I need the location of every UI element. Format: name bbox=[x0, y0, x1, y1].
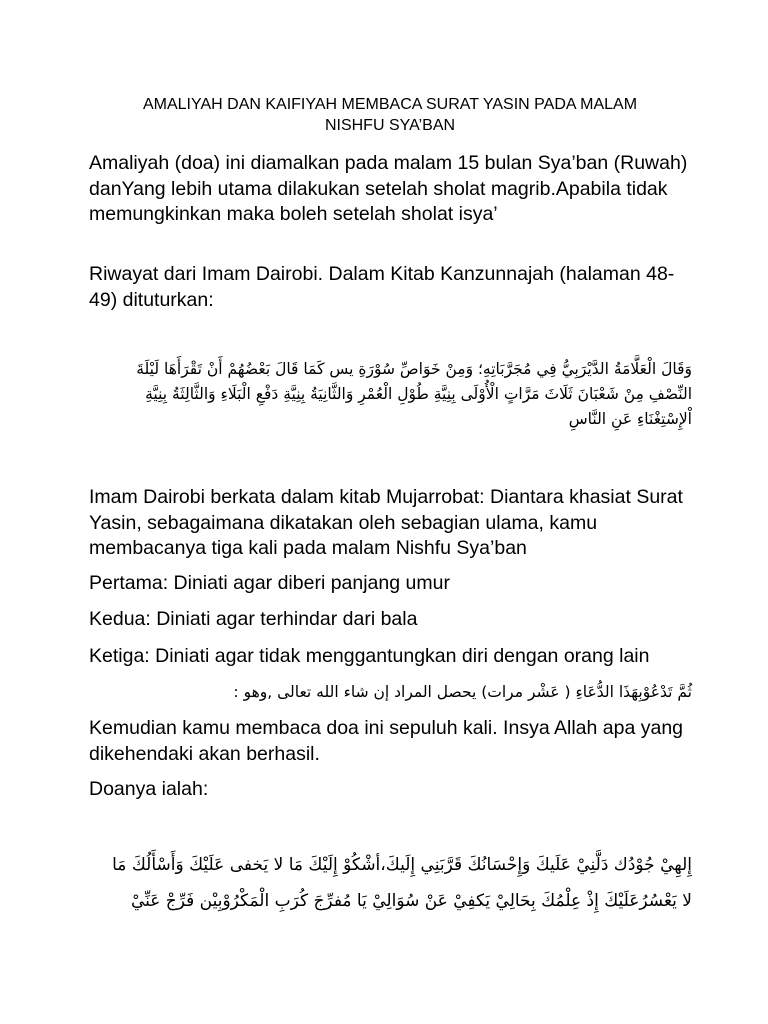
arabic-doa bbox=[86, 847, 692, 919]
arabic-doa-line-2: لا يَعْسُرُعَلَيْكَ إِذْ عِلْمُكَ بِحَالِيْ يَكفِيْ عَنْ سُوَالِيْ يَا مُفرِّجَ كُرَبِ الْمَكْرُوْبِيْن فَرِّجْ عَنِّيْ bbox=[130, 891, 692, 911]
paragraph-doanya: Doanya ialah: bbox=[89, 778, 209, 800]
title-line-1: AMALIYAH DAN KAIFIYAH MEMBACA SURAT YASIN PADA MALAM bbox=[142, 96, 638, 113]
document-title bbox=[60, 94, 720, 136]
paragraph-riwayat: Riwayat dari Imam Dairobi. Dalam Kitab Kanzunnajah (halaman 48-49) dituturkan: bbox=[89, 263, 675, 311]
title-line-2: NISHFU SYA’BAN bbox=[324, 117, 456, 134]
arabic-quote-line-2: النِّصْفِ مِنْ شَعْبَانَ ثَلَاثَ مَرَّاتٍ الْأُوْلَى بِنِيَّةِ طُوْلِ الْعُمْرِ وَالثَّانِيَةُ بِنِيَّةِ دَفْعِ الْبَلَاءِ وَالثَّالِثَةُ بِنِيَّةِ bbox=[145, 385, 692, 403]
arabic-quote-dairobi bbox=[86, 357, 692, 432]
arabic-instruction bbox=[86, 680, 692, 705]
paragraph-kedua: Kedua: Diniati agar terhindar dari bala bbox=[89, 608, 418, 630]
paragraph-ketiga: Ketiga: Diniati agar tidak menggantungkan diri dengan orang lain bbox=[89, 645, 650, 667]
arabic-instruction-line: ثُمَّ تَدْعُوْبِهَذَا الدُّعَاءِ ( عَشْر مرات) يحصل المراد إن شاء الله تعالى ,وهو : bbox=[233, 683, 692, 701]
paragraph-kemudian: Kemudian kamu membaca doa ini sepuluh kali. Insya Allah apa yang dikehendaki akan berhasil. bbox=[89, 717, 684, 765]
paragraph-intro: Amaliyah (doa) ini diamalkan pada malam 15 bulan Sya’ban (Ruwah) danYang lebih utama dilakukan setelah sholat magrib.Apabila tidak memungkinkan maka boleh setelah sholat isya’ bbox=[89, 152, 688, 225]
paragraph-pertama: Pertama: Diniati agar diberi panjang umur bbox=[89, 572, 450, 594]
arabic-doa-line-1: إِلهِيْ جُوْدُك دَلَّنِيْ عَلَيكَ وَإِحْسَانُكَ قَرَّبَنِي إِلَيكَ،أشْكُوْ إِلَيْكَ مَا لا يَخفى عَلَيْكَ وَأَسْأَلُكَ مَا bbox=[112, 855, 692, 875]
arabic-quote-line-1: وَقَالَ الْعَلَّامَةُ الدَّيْرَبِيُّ فِي مُجَرَّبَاتِهِ؛ وَمِنْ خَوَاصِّ سُوْرَةِ يس كَمَا قَالَ بَعْضُهُمْ أَنْ تَقْرَأَهَا لَيْلَةَ bbox=[136, 360, 692, 378]
arabic-quote-line-3: اْلإِسْتِغْنَاءِ عَنِ النَّاسِ bbox=[568, 410, 692, 428]
paragraph-khasiat: Imam Dairobi berkata dalam kitab Mujarrobat: Diantara khasiat Surat Yasin, sebagaimana dikatakan oleh sebagian ulama, kamu membacanya tiga kali pada malam Nishfu Sya’ban bbox=[89, 486, 683, 559]
